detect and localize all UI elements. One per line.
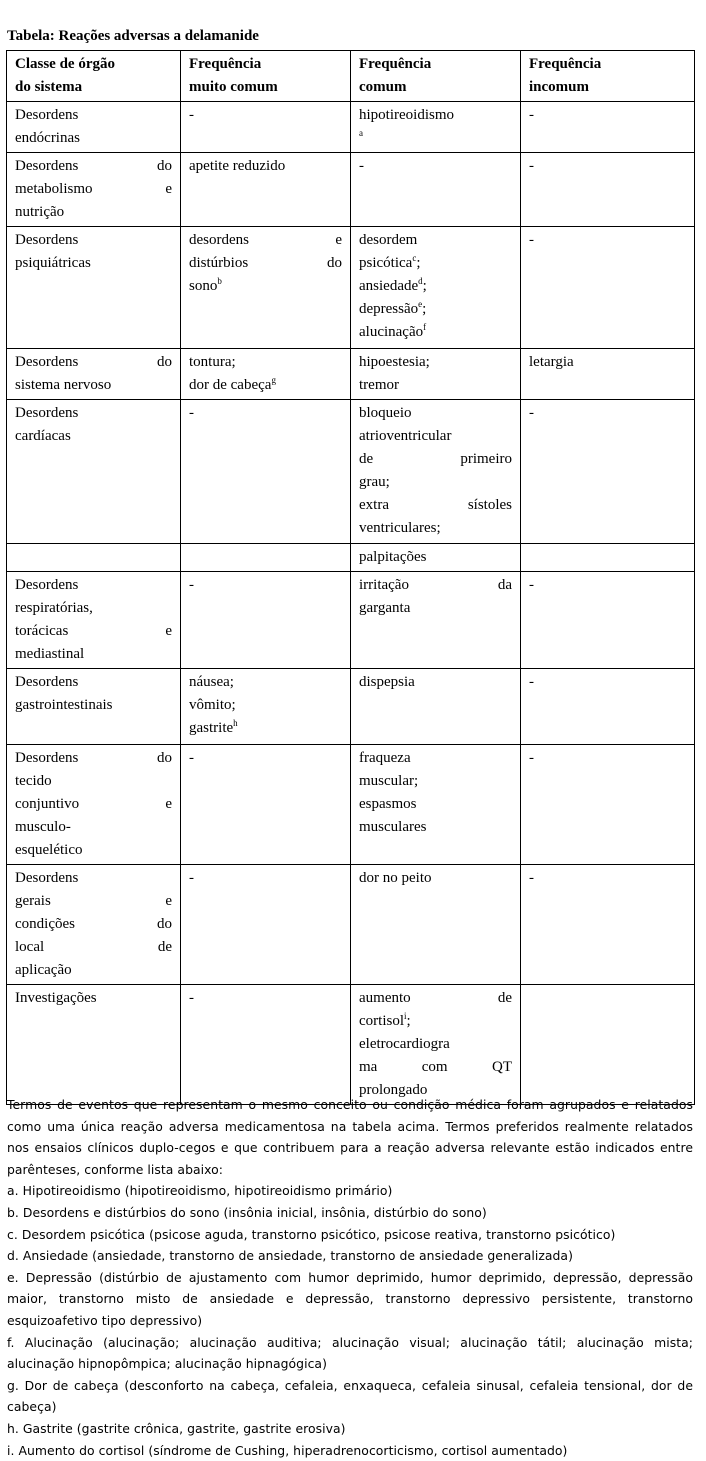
cell-text: - — [529, 405, 534, 421]
cell-text: de primeiro — [359, 451, 512, 467]
cell-text: condições do — [15, 916, 172, 932]
common-cell — [351, 745, 521, 865]
cell-text: Desordens — [15, 870, 78, 886]
uncommon-cell — [521, 745, 695, 865]
header-text: comum — [359, 76, 512, 99]
cell-text: hipoestesia; — [359, 354, 430, 370]
cell-text: Desordens — [15, 674, 78, 690]
uncommon-cell — [521, 985, 695, 1105]
organ-class-cell — [7, 572, 181, 669]
cell-text: tremor — [359, 377, 399, 393]
very-common-cell — [181, 985, 351, 1105]
cell-text: local de — [15, 939, 172, 955]
footnote-mark: d — [418, 276, 423, 286]
uncommon-cell — [521, 544, 695, 572]
footnote-mark: g — [271, 375, 276, 385]
cell-text: Desordens do — [15, 354, 172, 370]
cell-text: - — [529, 158, 534, 174]
cell-text: aplicação — [15, 962, 72, 978]
cell-text: aumento de — [359, 990, 512, 1006]
cell-text: fraqueza — [359, 750, 411, 766]
cell-text: espasmos — [359, 796, 417, 812]
cell-text: gastrointestinais — [15, 697, 113, 713]
table-row — [7, 227, 695, 349]
very-common-cell — [181, 669, 351, 745]
common-cell — [351, 227, 521, 349]
adverse-reactions-table — [6, 50, 695, 1105]
cell-text: eletrocardiogra — [359, 1036, 450, 1052]
cell-text: tecido — [15, 773, 52, 789]
footnote-item: i. Aumento do cortisol (síndrome de Cushing, hiperadrenocorticismo, cortisol aumentado) — [7, 1440, 693, 1461]
footnote-mark: h — [233, 718, 238, 728]
organ-class-cell — [7, 669, 181, 745]
cell-text: gastrite — [189, 720, 233, 736]
cell-text: - — [359, 158, 364, 174]
cell-text: - — [189, 577, 194, 593]
organ-class-cell — [7, 544, 181, 572]
cell-text: bloqueio — [359, 405, 412, 421]
table-row — [7, 400, 695, 544]
common-cell — [351, 544, 521, 572]
uncommon-cell — [521, 669, 695, 745]
cell-text: desordens e — [189, 232, 342, 248]
uncommon-cell — [521, 227, 695, 349]
footnote-mark: i — [404, 1011, 407, 1021]
very-common-cell — [181, 349, 351, 400]
cell-text: tontura; — [189, 354, 236, 370]
cell-text: Desordens do — [15, 158, 172, 174]
cell-text: distúrbios do — [189, 255, 342, 271]
table-row — [7, 669, 695, 745]
cell-text: Desordens — [15, 232, 78, 248]
cell-text: - — [529, 107, 534, 123]
cell-text: apetite reduzido — [189, 158, 285, 174]
organ-class-cell — [7, 153, 181, 227]
footnote-item: g. Dor de cabeça (desconforto na cabeça, cefaleia, enxaqueca, cefaleia sinusal, cefaleia tensional, dor de cabeça) — [7, 1375, 693, 1418]
cell-text: - — [529, 674, 534, 690]
uncommon-cell — [521, 153, 695, 227]
cell-text: dispepsia — [359, 674, 415, 690]
table-row — [7, 865, 695, 985]
organ-class-cell — [7, 985, 181, 1105]
column-header — [181, 51, 351, 102]
cell-text: letargia — [529, 354, 574, 370]
uncommon-cell — [521, 865, 695, 985]
cell-text: dor de cabeça — [189, 377, 271, 393]
cell-text: sistema nervoso — [15, 377, 111, 393]
table-row — [7, 153, 695, 227]
notes-intro: Termos de eventos que representam o mesmo conceito ou condição médica foram agrupados e relatados como uma única reação adversa medicamentosa na tabela acima. Termos preferidos realmente relatados nos ensaios clínicos duplo-cegos e que contribuem para a reação adversa relevante estão indicados entre parênteses, conforme lista abaixo: — [7, 1094, 693, 1180]
cell-text: gerais e — [15, 893, 172, 909]
cell-text: ansiedade — [359, 278, 418, 294]
cell-text: - — [189, 750, 194, 766]
organ-class-cell — [7, 102, 181, 153]
uncommon-cell — [521, 572, 695, 669]
header-text: Frequência — [359, 53, 512, 76]
organ-class-cell — [7, 400, 181, 544]
cell-text: extra sístoles — [359, 497, 512, 513]
cell-text: garganta — [359, 600, 410, 616]
cell-text: esquelético — [15, 842, 82, 858]
header-text: Classe de órgão — [15, 53, 172, 76]
cell-text: metabolismo e — [15, 181, 172, 197]
organ-class-cell — [7, 349, 181, 400]
cell-text: respiratórias, — [15, 600, 93, 616]
cell-text: Investigações — [15, 990, 97, 1006]
column-header — [521, 51, 695, 102]
table-row — [7, 572, 695, 669]
cell-text: - — [189, 107, 194, 123]
cell-text: vômito; — [189, 697, 236, 713]
uncommon-cell — [521, 349, 695, 400]
common-cell — [351, 153, 521, 227]
cell-text: - — [529, 232, 534, 248]
cell-text: psiquiátricas — [15, 255, 91, 271]
footnote-mark: c — [412, 253, 416, 263]
cell-text: - — [189, 405, 194, 421]
cell-text: desordem — [359, 232, 417, 248]
footnote-item: a. Hipotireoidismo (hipotireoidismo, hipotireoidismo primário) — [7, 1180, 693, 1202]
cell-text: cortisol — [359, 1013, 404, 1029]
cell-text: ; — [416, 255, 420, 271]
common-cell — [351, 400, 521, 544]
footnote-item: e. Depressão (distúrbio de ajustamento com humor deprimido, humor deprimido, depressão, depressão maior, transtorno misto de ansiedade e depressão, transtorno depressivo persistente, transtorno esquizoafetivo tipo depressivo) — [7, 1267, 693, 1332]
cell-text: conjuntivo e — [15, 796, 172, 812]
cell-text: prolongado — [359, 1082, 427, 1098]
cell-text: - — [189, 870, 194, 886]
cell-text: ventriculares; — [359, 520, 441, 536]
footnote-item: f. Alucinação (alucinação; alucinação auditiva; alucinação visual; alucinação tátil; alucinação mista; alucinação hipnopômpica; alucinação hipnagógica) — [7, 1332, 693, 1375]
column-header — [351, 51, 521, 102]
cell-text: náusea; — [189, 674, 234, 690]
header-text: incomum — [529, 76, 686, 99]
cell-text: alucinação — [359, 324, 423, 340]
cell-text: Desordens do — [15, 750, 172, 766]
cell-text: ; — [423, 278, 427, 294]
cell-text: irritação da — [359, 577, 512, 593]
footnote-item: d. Ansiedade (ansiedade, transtorno de ansiedade, transtorno de ansiedade generalizada) — [7, 1245, 693, 1267]
cell-text: grau; — [359, 474, 390, 490]
cell-text: ma com QT — [359, 1059, 512, 1075]
footnote-item: c. Desordem psicótica (psicose aguda, transtorno psicótico, psicose reativa, transtorno psicótico) — [7, 1224, 693, 1246]
very-common-cell — [181, 153, 351, 227]
table-row — [7, 102, 695, 153]
cell-text: endócrinas — [15, 130, 80, 146]
organ-class-cell — [7, 227, 181, 349]
table-row — [7, 349, 695, 400]
cell-text: depressão — [359, 301, 418, 317]
cell-text: Desordens — [15, 577, 78, 593]
footnote-mark: a — [359, 127, 512, 139]
header-text: muito comum — [189, 76, 342, 99]
header-text: Frequência — [529, 53, 686, 76]
cell-text: palpitações — [359, 549, 426, 565]
footnote-item: h. Gastrite (gastrite crônica, gastrite, gastrite erosiva) — [7, 1418, 693, 1440]
cell-text: torácicas e — [15, 623, 172, 639]
cell-text: Desordens — [15, 107, 78, 123]
very-common-cell — [181, 400, 351, 544]
footnote-item: b. Desordens e distúrbios do sono (insônia inicial, insônia, distúrbio do sono) — [7, 1202, 693, 1224]
cell-text: dor no peito — [359, 870, 432, 886]
header-text: do sistema — [15, 76, 172, 99]
table-title: Tabela: Reações adversas a delamanide — [7, 28, 259, 45]
cell-text: mediastinal — [15, 646, 84, 662]
table-row — [7, 544, 695, 572]
cell-text: psicótica — [359, 255, 412, 271]
footnote-mark: e — [418, 299, 422, 309]
table-row — [7, 985, 695, 1105]
organ-class-cell — [7, 865, 181, 985]
very-common-cell — [181, 745, 351, 865]
cell-text: - — [189, 990, 194, 1006]
cell-text: - — [529, 870, 534, 886]
cell-text: - — [529, 577, 534, 593]
organ-class-cell — [7, 745, 181, 865]
column-header — [7, 51, 181, 102]
cell-text: sono — [189, 278, 217, 294]
cell-text: Desordens — [15, 405, 78, 421]
very-common-cell — [181, 572, 351, 669]
cell-text: ; — [422, 301, 426, 317]
cell-text: musculo- — [15, 819, 71, 835]
cell-text: musculares — [359, 819, 426, 835]
uncommon-cell — [521, 102, 695, 153]
very-common-cell — [181, 865, 351, 985]
common-cell — [351, 572, 521, 669]
cell-text: nutrição — [15, 204, 64, 220]
common-cell — [351, 102, 521, 153]
header-text: Frequência — [189, 53, 342, 76]
very-common-cell — [181, 102, 351, 153]
common-cell — [351, 865, 521, 985]
table-row — [7, 745, 695, 865]
footnotes — [7, 1094, 693, 1461]
uncommon-cell — [521, 400, 695, 544]
cell-text: cardíacas — [15, 428, 71, 444]
cell-text: muscular; — [359, 773, 418, 789]
cell-text: hipotireoidismo — [359, 107, 454, 123]
common-cell — [351, 985, 521, 1105]
very-common-cell — [181, 544, 351, 572]
footnote-mark: f — [423, 322, 426, 332]
footnote-mark: b — [217, 276, 222, 286]
common-cell — [351, 349, 521, 400]
common-cell — [351, 669, 521, 745]
cell-text: - — [529, 750, 534, 766]
very-common-cell — [181, 227, 351, 349]
cell-text: ; — [407, 1013, 411, 1029]
table-header-row — [7, 51, 695, 102]
cell-text: atrioventricular — [359, 428, 451, 444]
